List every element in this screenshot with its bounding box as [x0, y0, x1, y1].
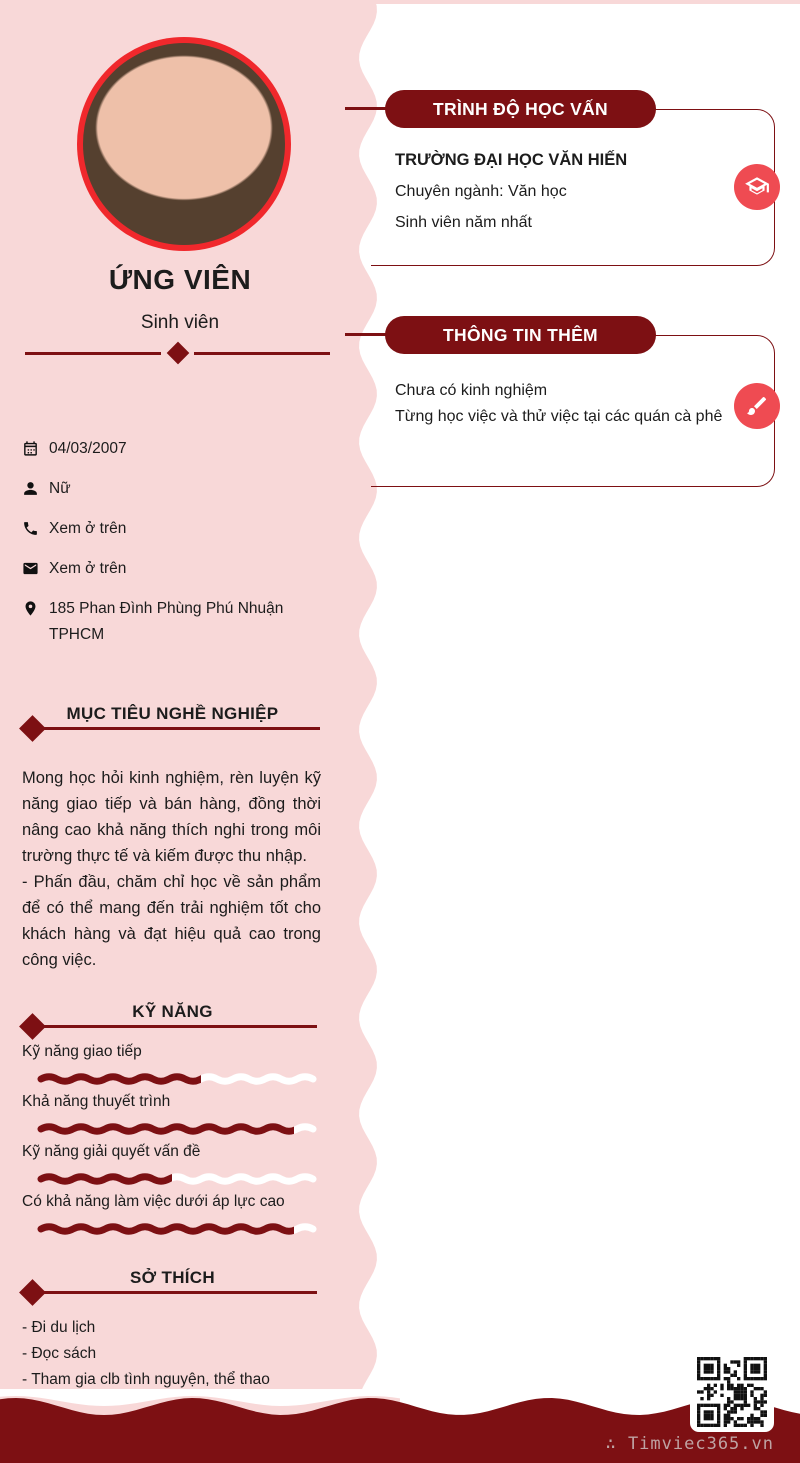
brand-watermark: ∴ Timviec365.vn — [605, 1434, 774, 1454]
education-line: Sinh viên năm nhất — [395, 214, 532, 231]
skill-label: Kỹ năng giải quyết vấn đề — [22, 1143, 201, 1160]
contact-gender: Nữ — [49, 480, 71, 497]
education-section-header: TRÌNH ĐỘ HỌC VẤN — [385, 90, 656, 128]
objective-underline — [25, 727, 320, 730]
contact-email: Xem ở trên — [49, 560, 127, 577]
skills-underline — [25, 1025, 317, 1028]
contact-row-address — [22, 596, 322, 648]
skill-bar — [36, 1072, 320, 1086]
education-school: TRƯỜNG ĐẠI HỌC VĂN HIẾN — [395, 151, 628, 169]
skill-bar — [36, 1172, 320, 1186]
qr-pattern — [697, 1357, 767, 1427]
skill-bar — [36, 1222, 320, 1236]
phone-icon — [22, 520, 39, 537]
envelope-icon — [22, 560, 39, 577]
objective-text — [22, 765, 321, 973]
hobbies-underline — [25, 1291, 317, 1294]
hobby-item: - Tham gia clb tình nguyện, thể thao — [22, 1371, 270, 1388]
divider-line-left — [25, 352, 161, 355]
graduation-cap-icon — [744, 174, 770, 200]
contact-row-gender — [22, 476, 322, 502]
objective-heading: MỤC TIÊU NGHỀ NGHIỆP — [66, 704, 279, 723]
skill-label: Khả năng thuyết trình — [22, 1093, 171, 1110]
education-badge — [734, 164, 780, 210]
skill-label: Kỹ năng giao tiếp — [22, 1043, 142, 1060]
objective-paragraph: - Phấn đầu, chăm chỉ học về sản phẩm để có thể mang đến trải nghiệm tốt cho khách hàng và đạt hiệu quả cao trong công việc. — [22, 873, 321, 969]
contact-row-birthday — [22, 436, 322, 462]
contact-birthday: 04/03/2007 — [49, 440, 127, 457]
qr-code — [690, 1351, 774, 1432]
avatar — [83, 43, 285, 245]
location-icon — [22, 600, 39, 617]
divider-line-right — [194, 352, 330, 355]
additional-line: Chưa có kinh nghiệm — [395, 382, 548, 399]
contact-row-phone — [22, 516, 322, 542]
education-line: Chuyên ngành: Văn học — [395, 183, 567, 200]
additional-section-header: THÔNG TIN THÊM — [385, 316, 656, 354]
additional-line: Từng học việc và thử việc tại các quán cà phê — [395, 408, 723, 425]
objective-paragraph: Mong học hỏi kinh nghiệm, rèn luyện kỹ năng giao tiếp và bán hàng, đồng thời nâng cao khả năng thích nghi trong môi trường thực tế và kiếm được thu nhập. — [22, 769, 321, 865]
contact-phone: Xem ở trên — [49, 520, 127, 537]
candidate-title: Sinh viên — [140, 312, 220, 333]
skill-label: Có khả năng làm việc dưới áp lực cao — [22, 1193, 285, 1210]
additional-info-card — [371, 335, 775, 487]
hobby-item: - Đọc sách — [22, 1345, 97, 1362]
additional-badge — [734, 383, 780, 429]
paintbrush-icon — [745, 394, 769, 418]
hobbies-heading: SỞ THÍCH — [130, 1268, 215, 1287]
education-card — [371, 109, 775, 266]
avatar-ring — [77, 37, 291, 251]
candidate-name: ỨNG VIÊN — [108, 264, 252, 295]
skills-heading: KỸ NĂNG — [132, 1002, 213, 1021]
skill-bar — [36, 1122, 320, 1136]
contact-row-email — [22, 556, 322, 582]
calendar-icon — [22, 440, 39, 457]
hobby-item: - Đi du lịch — [22, 1319, 96, 1336]
contact-address: 185 Phan Đình Phùng Phú Nhuận TPHCM — [49, 600, 284, 643]
person-icon — [22, 480, 39, 497]
